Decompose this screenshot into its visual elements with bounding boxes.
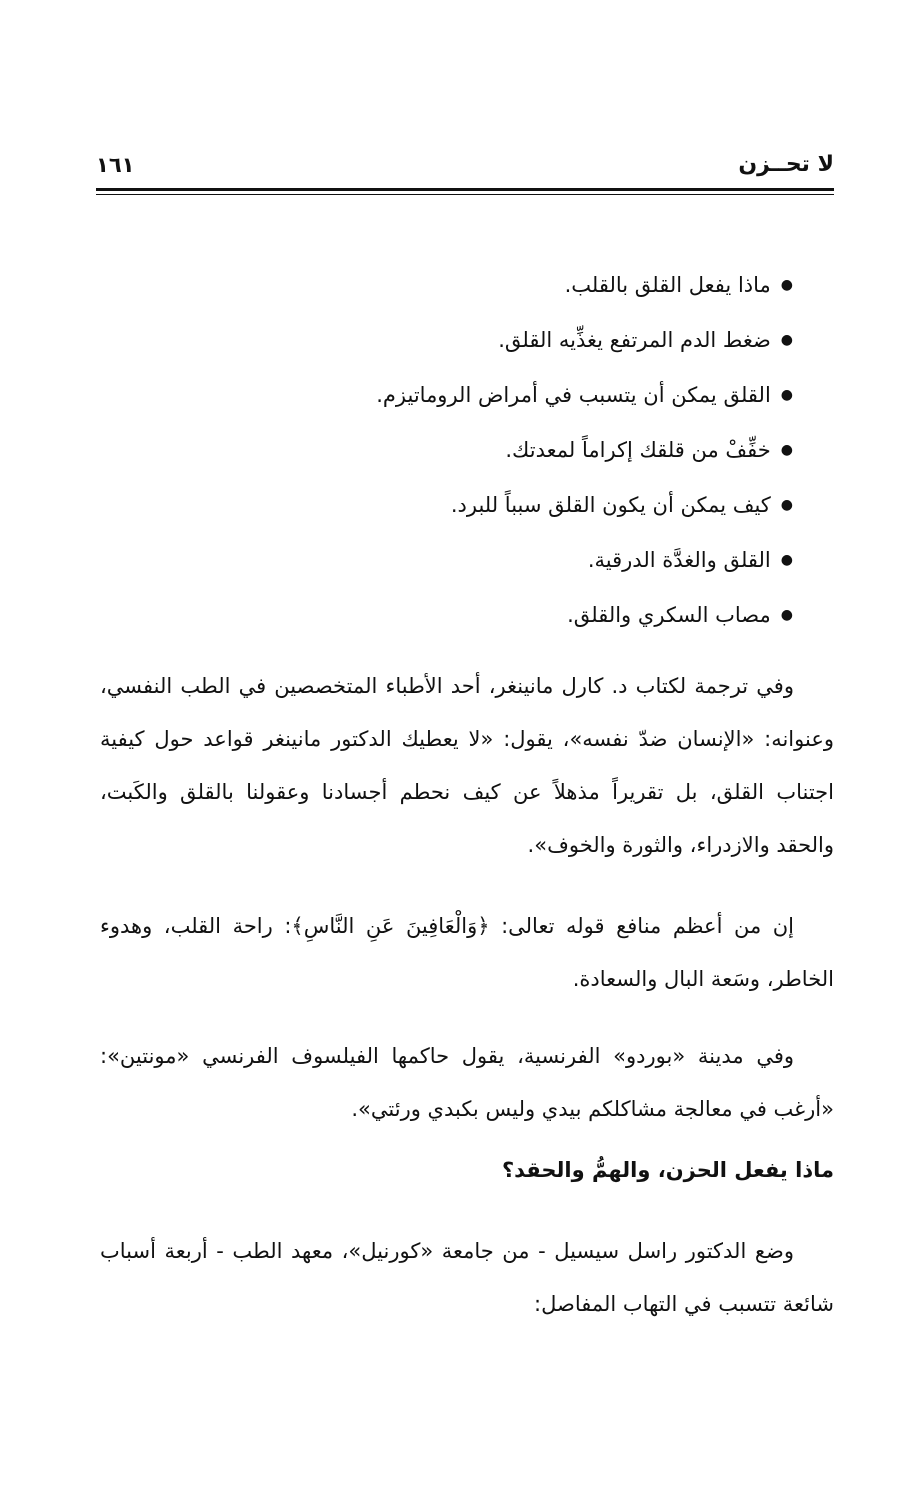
page-number: ١٦١ xyxy=(96,153,135,177)
list-item xyxy=(233,478,793,533)
list-item-text: القلق والغدَّة الدرقية. xyxy=(587,548,771,572)
bullet-icon: ● xyxy=(780,332,793,348)
list-item xyxy=(233,258,793,313)
bullet-icon: ● xyxy=(780,552,793,568)
bullet-icon: ● xyxy=(780,387,793,403)
running-title: لا تحــزن xyxy=(738,152,834,177)
page-header xyxy=(96,150,834,180)
paragraph-quran-verse: إن من أعظم منافع قوله تعالى: ﴿وَالْعَافِينَ عَنِ النَّاسِ﴾: راحة القلب، وهدوء الخاطر، وسَعة البال والسعادة. xyxy=(100,914,834,991)
bullet-icon: ● xyxy=(780,497,793,513)
list-item-text: القلق يمكن أن يتسبب في أمراض الروماتيزم. xyxy=(376,383,771,407)
section-heading: ماذا يفعل الحزن، والهمُّ والحقد؟ xyxy=(501,1158,834,1182)
list-item xyxy=(233,423,793,478)
list-item-text: مصاب السكري والقلق. xyxy=(567,603,771,627)
bullet-icon: ● xyxy=(780,277,793,293)
paragraph-cecil: وضع الدكتور راسل سيسيل - من جامعة «كورنيل»، معهد الطب - أربعة أسباب شائعة تتسبب في التهاب المفاصل: xyxy=(100,1239,834,1316)
list-item-text: كيف يمكن أن يكون القلق سبباً للبرد. xyxy=(450,493,771,517)
list-item xyxy=(233,588,793,643)
paragraph-montaigne: وفي مدينة «بوردو» الفرنسية، يقول حاكمها الفيلسوف الفرنسي «مونتين»: «أرغب في معالجة مشاكلكم بيدي وليس بكبدي ورئتي». xyxy=(100,1044,834,1121)
bullet-icon: ● xyxy=(780,607,793,623)
list-item xyxy=(233,533,793,588)
list-item-text: ضغط الدم المرتفع يغذِّيه القلق. xyxy=(498,328,771,352)
header-rule-thick xyxy=(96,188,834,191)
paragraph-menninger: وفي ترجمة لكتاب د. كارل مانينغر، أحد الأطباء المتخصصين في الطب النفسي، وعنوانه: «الإنسان ضدّ نفسه»، يقول: «لا يعطيك الدكتور مانينغر قواعد حول كيفية اجتناب القلق، بل تقريراً مذهلاً عن كيف نحطم أجسادنا وعقولنا بالقلق والكَبت، والحقد والازدراء، والثورة والخوف». xyxy=(100,674,834,857)
header-rule-thin xyxy=(96,194,834,195)
list-item-text: خفِّفْ من قلقك إكراماً لمعدتك. xyxy=(505,438,771,462)
list-item-text: ماذا يفعل القلق بالقلب. xyxy=(564,273,771,297)
bullet-list xyxy=(233,258,793,643)
bullet-icon: ● xyxy=(780,442,793,458)
list-item xyxy=(233,313,793,368)
list-item xyxy=(233,368,793,423)
